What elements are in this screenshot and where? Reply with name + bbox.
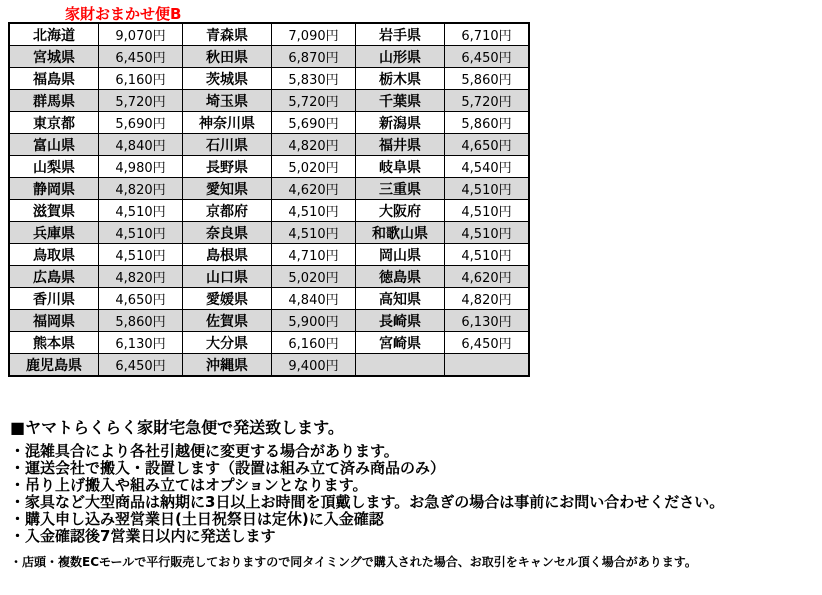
prefecture-cell: 青森県 [183, 23, 272, 46]
price-cell: 6,450円 [445, 46, 530, 68]
price-cell: 6,160円 [99, 68, 183, 90]
price-cell: 6,450円 [99, 354, 183, 377]
price-cell: 5,720円 [272, 90, 356, 112]
table-row [9, 68, 529, 90]
table-row [9, 178, 529, 200]
prefecture-cell: 東京都 [9, 112, 99, 134]
table-row [9, 332, 529, 354]
table-row [9, 354, 529, 377]
price-cell: 4,510円 [445, 222, 530, 244]
prefecture-cell: 愛媛県 [183, 288, 272, 310]
table-row [9, 134, 529, 156]
price-cell: 4,840円 [272, 288, 356, 310]
table-row [9, 288, 529, 310]
price-cell: 4,620円 [272, 178, 356, 200]
prefecture-cell: 高知県 [356, 288, 445, 310]
prefecture-cell: 愛知県 [183, 178, 272, 200]
prefecture-cell: 栃木県 [356, 68, 445, 90]
note-item: ・運送会社で搬入・設置します（設置は組み立て済み商品のみ） [10, 459, 446, 477]
price-cell: 6,870円 [272, 46, 356, 68]
table-row [9, 23, 529, 46]
price-cell: 4,650円 [445, 134, 530, 156]
table-row [9, 222, 529, 244]
prefecture-cell: 秋田県 [183, 46, 272, 68]
price-cell: 4,510円 [445, 200, 530, 222]
prefecture-cell: 岡山県 [356, 244, 445, 266]
price-cell: 4,820円 [445, 288, 530, 310]
price-cell: 5,860円 [445, 68, 530, 90]
table-row [9, 112, 529, 134]
price-cell: 5,720円 [445, 90, 530, 112]
note-item: ・混雑具合により各社引越便に変更する場合があります。 [10, 442, 399, 460]
price-cell: 4,980円 [99, 156, 183, 178]
table-row [9, 244, 529, 266]
notes-list [10, 443, 724, 545]
price-cell: 7,090円 [272, 23, 356, 46]
price-cell: 9,400円 [272, 354, 356, 377]
price-cell: 6,130円 [445, 310, 530, 332]
price-cell [445, 354, 530, 377]
prefecture-cell: 福井県 [356, 134, 445, 156]
note-item: ・家具など大型商品は納期に3日以上お時間を頂戴します。お急ぎの場合は事前にお問い合わせください。 [10, 493, 725, 511]
prefecture-cell: 福島県 [9, 68, 99, 90]
prefecture-cell: 北海道 [9, 23, 99, 46]
shipping-method-heading: ■ヤマトらくらく家財宅急便で発送致します。 [10, 418, 344, 437]
fine-print-note: ・店頭・複数ECモールで平行販売しておりますので同タイミングで購入された場合、お取引をキャンセル頂く場合があります。 [10, 555, 697, 569]
price-cell: 6,450円 [99, 46, 183, 68]
prefecture-cell: 奈良県 [183, 222, 272, 244]
prefecture-cell: 三重県 [356, 178, 445, 200]
prefecture-cell: 佐賀県 [183, 310, 272, 332]
prefecture-cell: 石川県 [183, 134, 272, 156]
prefecture-cell: 沖縄県 [183, 354, 272, 377]
price-cell: 4,510円 [99, 200, 183, 222]
prefecture-cell: 大分県 [183, 332, 272, 354]
table-row [9, 266, 529, 288]
prefecture-cell: 和歌山県 [356, 222, 445, 244]
table-body [9, 23, 529, 376]
prefecture-cell: 千葉県 [356, 90, 445, 112]
price-cell: 4,840円 [99, 134, 183, 156]
shipping-fee-table [8, 22, 530, 377]
prefecture-cell: 宮城県 [9, 46, 99, 68]
prefecture-cell: 長崎県 [356, 310, 445, 332]
price-cell: 5,860円 [445, 112, 530, 134]
prefecture-cell: 岩手県 [356, 23, 445, 46]
price-cell: 5,020円 [272, 266, 356, 288]
price-cell: 4,650円 [99, 288, 183, 310]
prefecture-cell: 茨城県 [183, 68, 272, 90]
prefecture-cell: 熊本県 [9, 332, 99, 354]
prefecture-cell: 大阪府 [356, 200, 445, 222]
prefecture-cell: 山口県 [183, 266, 272, 288]
price-cell: 4,820円 [99, 178, 183, 200]
prefecture-cell: 鹿児島県 [9, 354, 99, 377]
price-cell: 9,070円 [99, 23, 183, 46]
price-cell: 5,860円 [99, 310, 183, 332]
price-cell: 6,450円 [445, 332, 530, 354]
note-item: ・吊り上げ搬入や組み立てはオプションとなります。 [10, 476, 368, 494]
prefecture-cell: 福岡県 [9, 310, 99, 332]
prefecture-cell: 神奈川県 [183, 112, 272, 134]
prefecture-cell: 徳島県 [356, 266, 445, 288]
price-cell: 4,510円 [272, 222, 356, 244]
prefecture-cell: 鳥取県 [9, 244, 99, 266]
prefecture-cell: 滋賀県 [9, 200, 99, 222]
prefecture-cell: 長野県 [183, 156, 272, 178]
prefecture-cell: 山梨県 [9, 156, 99, 178]
price-cell: 4,540円 [445, 156, 530, 178]
prefecture-cell: 富山県 [9, 134, 99, 156]
price-cell: 4,820円 [99, 266, 183, 288]
price-cell: 5,690円 [99, 112, 183, 134]
prefecture-cell: 新潟県 [356, 112, 445, 134]
price-cell: 5,690円 [272, 112, 356, 134]
prefecture-cell [356, 354, 445, 377]
price-cell: 5,900円 [272, 310, 356, 332]
prefecture-cell: 宮崎県 [356, 332, 445, 354]
prefecture-cell: 岐阜県 [356, 156, 445, 178]
price-cell: 6,160円 [272, 332, 356, 354]
price-cell: 4,510円 [445, 244, 530, 266]
note-item: ・入金確認後7営業日以内に発送します [10, 527, 276, 545]
note-item: ・購入申し込み翌営業日(土日祝祭日は定休)に入金確認 [10, 510, 384, 528]
prefecture-cell: 島根県 [183, 244, 272, 266]
table-title: 家財おまかせ便B [65, 5, 182, 23]
prefecture-cell: 山形県 [356, 46, 445, 68]
prefecture-cell: 香川県 [9, 288, 99, 310]
table-row [9, 200, 529, 222]
prefecture-cell: 京都府 [183, 200, 272, 222]
table-row [9, 90, 529, 112]
price-cell: 4,620円 [445, 266, 530, 288]
price-cell: 4,510円 [99, 222, 183, 244]
price-cell: 5,020円 [272, 156, 356, 178]
price-cell: 4,820円 [272, 134, 356, 156]
price-cell: 4,510円 [272, 200, 356, 222]
prefecture-cell: 広島県 [9, 266, 99, 288]
table-row [9, 46, 529, 68]
table-row [9, 156, 529, 178]
prefecture-cell: 群馬県 [9, 90, 99, 112]
price-cell: 6,130円 [99, 332, 183, 354]
prefecture-cell: 静岡県 [9, 178, 99, 200]
price-cell: 4,510円 [99, 244, 183, 266]
prefecture-cell: 埼玉県 [183, 90, 272, 112]
prefecture-cell: 兵庫県 [9, 222, 99, 244]
price-cell: 4,710円 [272, 244, 356, 266]
price-cell: 6,710円 [445, 23, 530, 46]
table-row [9, 310, 529, 332]
price-cell: 4,510円 [445, 178, 530, 200]
price-cell: 5,830円 [272, 68, 356, 90]
price-cell: 5,720円 [99, 90, 183, 112]
